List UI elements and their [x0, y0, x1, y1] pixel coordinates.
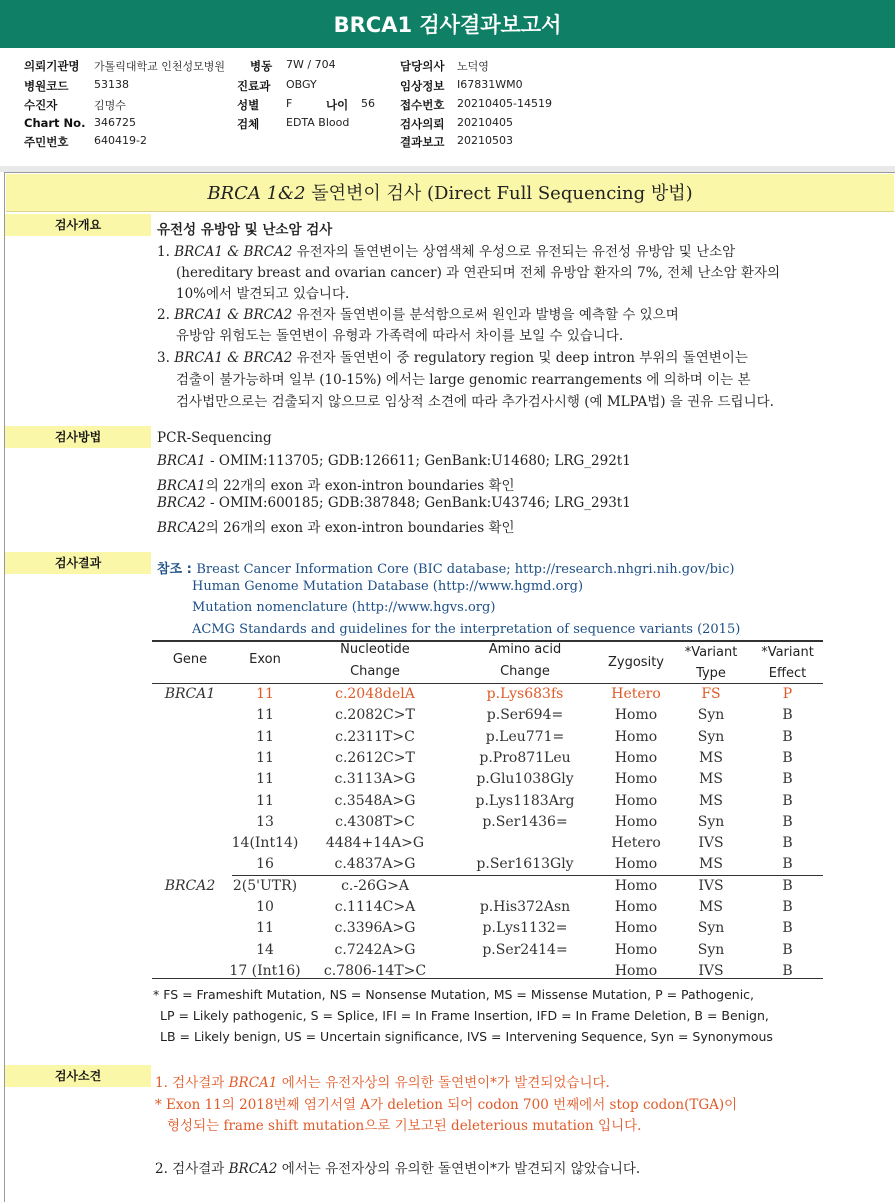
cell-exon: 11 — [256, 920, 274, 937]
cell-variant-type: IVS — [698, 877, 724, 894]
finding-brca2 — [155, 1157, 640, 1177]
cell-zygosity: Homo — [614, 962, 658, 979]
cell-zygosity: Hetero — [611, 686, 661, 702]
value-specimen: EDTA Blood — [286, 116, 350, 129]
method-line — [157, 495, 631, 511]
finding-detail-1: * Exon 11의 2018번째 염기서열 A가 deletion 되어 codon 700 번째에서 stop codon(TGA)이 — [155, 1097, 738, 1113]
cell-amino-acid: p.His372Asn — [479, 899, 571, 915]
value-ward: 7W / 704 — [286, 58, 336, 71]
cell-exon: 13 — [256, 813, 274, 830]
cell-variant-effect: B — [782, 813, 793, 830]
cell-gene: BRCA2 — [164, 877, 216, 894]
method-text: - OMIM:600185; GDB:387848; GenBank:U43746; LRG_293t1 — [205, 495, 631, 511]
cell-amino-acid: p.Ser1436= — [482, 813, 568, 830]
cell-variant-type: Syn — [697, 707, 725, 724]
cell-nucleotide: c.7806-14T>C — [323, 962, 427, 979]
cell-variant-type: MS — [699, 792, 723, 809]
cell-zygosity: Homo — [614, 856, 658, 873]
label-clinical-info: 임상정보 — [400, 79, 445, 93]
overview-line-gene: BRCA1 & BRCA2 — [174, 244, 293, 260]
cell-nucleotide: c.7242A>G — [334, 941, 416, 958]
value-hospital-code: 53138 — [94, 78, 129, 91]
label-ward: 병동 — [250, 59, 273, 73]
header-nucleotide: Nucleotide — [340, 642, 410, 657]
cell-amino-acid: p.Lys1183Arg — [475, 792, 575, 809]
cell-exon: 11 — [256, 686, 274, 702]
value-report-date: 20210503 — [457, 134, 513, 147]
cell-variant-effect: P — [782, 686, 793, 702]
header-nucleotide-change: Change — [350, 664, 400, 679]
overview-line-text: 유전자 돌연변이 중 regulatory region 및 deep intron 부위의 돌연변이는 — [292, 350, 748, 366]
cell-zygosity: Homo — [614, 728, 658, 745]
patient-info-panel — [0, 48, 895, 166]
cell-variant-type: Syn — [697, 813, 725, 830]
method-heading: PCR-Sequencing — [157, 430, 272, 446]
finding-brca1 — [155, 1071, 610, 1091]
cell-variant-type: Syn — [697, 941, 725, 958]
cell-exon: 17 (Int16) — [229, 962, 301, 979]
overview-line-gene: BRCA1 & BRCA2 — [174, 350, 293, 366]
label-age: 나이 — [326, 98, 349, 112]
value-accession-no: 20210405-14519 — [457, 97, 552, 110]
overview-line: (hereditary breast and ovarian cancer) 과 연관되며 전체 유방암 환자의 7%, 전체 난소암 환자의 — [176, 265, 781, 281]
value-patient-name: 김명수 — [94, 99, 126, 112]
cell-nucleotide: 4484+14A>G — [325, 835, 425, 852]
finding-brca2-text: 에서는 유전자상의 유의한 돌연변이*가 발견되지 않았습니다. — [277, 1161, 641, 1177]
reference-hgmd: Human Genome Mutation Database (http://www.hgmd.org) — [192, 579, 584, 594]
label-hospital-code: 병원코드 — [24, 79, 69, 93]
label-sex: 성별 — [237, 98, 260, 112]
label-doctor: 담당의사 — [400, 59, 445, 73]
cell-exon: 14 — [256, 941, 274, 958]
cell-exon: 16 — [256, 856, 274, 873]
method-gene: BRCA1 — [157, 453, 206, 469]
banner-rest-text: 돌연변이 검사 (Direct Full Sequencing 방법) — [305, 183, 693, 204]
value-age: 56 — [361, 97, 375, 110]
cell-zygosity: Homo — [614, 899, 658, 915]
cell-variant-effect: B — [782, 856, 793, 873]
cell-amino-acid: p.Lys1132= — [482, 920, 568, 937]
section-label-results: 검사결과 — [5, 552, 151, 574]
overview-line: 검출이 불가능하며 일부 (10-15%) 에서는 large genomic rearrangements 에 의하며 이는 본 — [176, 372, 751, 388]
cell-exon: 2(5'UTR) — [232, 877, 298, 894]
cell-nucleotide: c.4308T>C — [335, 813, 415, 830]
reference-bic: Breast Cancer Information Core (BIC database; http://research.nhgri.nih.gov/bic) — [196, 562, 735, 577]
header-variant-effect-2: Effect — [768, 666, 807, 681]
test-title-banner — [6, 174, 894, 212]
cell-variant-effect: B — [782, 899, 793, 915]
table-gene-divider — [232, 875, 823, 876]
reference-line — [157, 558, 734, 577]
overview-line — [157, 346, 748, 366]
section-label-findings: 검사소견 — [5, 1065, 151, 1087]
cell-exon: 11 — [256, 771, 274, 788]
cell-zygosity: Homo — [614, 941, 658, 958]
method-line — [157, 516, 515, 536]
header-variant-effect: *Variant — [761, 645, 814, 660]
cell-nucleotide: c.-26G>A — [341, 877, 409, 894]
label-accession-no: 접수번호 — [400, 98, 445, 112]
cell-variant-effect: B — [782, 792, 793, 809]
cell-gene: BRCA1 — [164, 686, 216, 702]
cell-variant-effect: B — [782, 771, 793, 788]
cell-zygosity: Homo — [614, 792, 658, 809]
method-line — [157, 453, 631, 469]
footnote-line: * FS = Frameshift Mutation, NS = Nonsense Mutation, MS = Missense Mutation, P = Pathogenic, — [153, 987, 755, 1002]
reference-acmg: ACMG Standards and guidelines for the interpretation of sequence variants (2015) — [192, 622, 741, 637]
value-department: OBGY — [286, 78, 317, 91]
cell-exon: 11 — [256, 728, 274, 745]
finding-brca2-prefix: 2. 검사결과 — [155, 1161, 229, 1177]
report-title: BRCA1 검사결과보고서 — [0, 0, 895, 48]
overview-line — [157, 240, 735, 260]
table-header-rule — [152, 683, 823, 684]
finding-brca1-prefix: 1. 검사결과 — [155, 1075, 229, 1091]
cell-variant-effect: B — [782, 920, 793, 937]
cell-amino-acid: p.Ser694= — [486, 707, 564, 724]
header-gene: Gene — [172, 652, 208, 667]
cell-nucleotide: c.4837A>G — [334, 856, 416, 873]
cell-variant-type: MS — [699, 899, 723, 915]
overview-line: 10%에서 발견되고 있습니다. — [176, 286, 350, 302]
label-patient-name: 수진자 — [24, 98, 58, 112]
cell-zygosity: Homo — [614, 749, 658, 766]
cell-exon: 11 — [256, 707, 274, 724]
overview-line-text: 유전자 돌연변이를 분석함으로써 원인과 발병을 예측할 수 있으며 — [292, 307, 679, 323]
cell-nucleotide: c.1114C>A — [334, 899, 416, 915]
overview-line — [157, 303, 679, 323]
finding-detail-2: 형성되는 frame shift mutation으로 기보고된 deleterious mutation 입니다. — [167, 1118, 642, 1134]
method-line — [157, 474, 515, 494]
footnote-line: LB = Likely benign, US = Uncertain significance, IVS = Intervening Sequence, Syn = Synonymous — [160, 1029, 773, 1044]
value-institution: 가톨릭대학교 인천성모병원 — [94, 60, 226, 73]
cell-exon: 11 — [256, 792, 274, 809]
header-amino-change: Change — [500, 664, 550, 679]
overview-line: 검사법만으로는 검출되지 않으므로 임상적 소견에 따라 추가검사시행 (예 MLPA법) 을 권유 드립니다. — [176, 394, 774, 410]
cell-variant-type: Syn — [697, 728, 725, 745]
method-text: - OMIM:113705; GDB:126611; GenBank:U14680; LRG_292t1 — [205, 453, 631, 469]
cell-nucleotide: c.2612C>T — [335, 749, 415, 766]
cell-nucleotide: c.2048delA — [335, 686, 415, 702]
method-gene: BRCA2 — [157, 520, 206, 536]
cell-zygosity: Homo — [614, 771, 658, 788]
cell-amino-acid: p.Ser2414= — [482, 941, 568, 958]
cell-amino-acid: p.Lys683fs — [486, 686, 564, 702]
cell-variant-effect: B — [782, 835, 793, 852]
finding-brca1-gene: BRCA1 — [228, 1075, 278, 1091]
value-chart-no: 346725 — [94, 116, 136, 129]
cell-amino-acid: p.Pro871Leu — [479, 749, 571, 766]
cell-zygosity: Homo — [614, 707, 658, 724]
label-request-date: 검사의뢰 — [400, 117, 445, 131]
cell-exon: 10 — [256, 899, 274, 915]
cell-variant-type: IVS — [698, 835, 724, 852]
finding-brca1-text: 에서는 유전자상의 유의한 돌연변이*가 발견되었습니다. — [277, 1075, 610, 1091]
method-text: 의 26개의 exon 과 exon-intron boundaries 확인 — [205, 520, 515, 536]
overview-line-gene: BRCA1 & BRCA2 — [174, 307, 293, 323]
cell-nucleotide: c.2082C>T — [335, 707, 415, 724]
label-specimen: 검체 — [237, 117, 260, 131]
reference-prefix: 참조 : — [157, 562, 197, 577]
cell-zygosity: Hetero — [611, 835, 661, 852]
label-chart-no: Chart No. — [24, 116, 86, 130]
finding-brca2-gene: BRCA2 — [228, 1161, 278, 1177]
section-label-method: 검사방법 — [5, 426, 151, 448]
label-institution: 의뢰기관명 — [24, 59, 80, 73]
label-department: 진료과 — [237, 79, 271, 93]
overview-heading: 유전성 유방암 및 난소암 검사 — [157, 222, 333, 238]
cell-variant-effect: B — [782, 877, 793, 894]
cell-amino-acid: p.Glu1038Gly — [476, 771, 574, 788]
header-variant-type-2: Type — [696, 666, 726, 681]
header-exon: Exon — [249, 652, 281, 667]
cell-zygosity: Homo — [614, 920, 658, 937]
cell-variant-type: MS — [699, 856, 723, 873]
header-amino-acid: Amino acid — [488, 642, 562, 657]
overview-line-number: 1. — [157, 244, 170, 260]
cell-variant-type: IVS — [698, 962, 724, 979]
header-zygosity: Zygosity — [608, 655, 664, 670]
value-resident-no: 640419-2 — [94, 134, 147, 147]
cell-zygosity: Homo — [614, 813, 658, 830]
overview-line-number: 2. — [157, 307, 170, 323]
cell-variant-effect: B — [782, 728, 793, 745]
cell-nucleotide: c.2311T>C — [335, 728, 415, 745]
value-doctor: 노덕영 — [457, 60, 489, 73]
footnote-line: LP = Likely pathogenic, S = Splice, IFI = In Frame Insertion, IFD = In Frame Deletion, B = Benign, — [160, 1008, 769, 1023]
banner-gene-text: BRCA 1&2 — [207, 183, 306, 204]
overview-line: 유방암 위험도는 돌연변이 유형과 가족력에 따라서 차이를 보일 수 있습니다. — [176, 328, 624, 344]
method-text: 의 22개의 exon 과 exon-intron boundaries 확인 — [205, 478, 515, 494]
header-variant-type: *Variant — [684, 645, 738, 660]
method-gene: BRCA2 — [157, 495, 206, 511]
value-sex: F — [286, 97, 293, 110]
cell-nucleotide: c.3113A>G — [334, 771, 416, 788]
cell-variant-type: MS — [699, 771, 723, 788]
cell-variant-type: FS — [701, 686, 721, 702]
label-report-date: 결과보고 — [400, 135, 445, 149]
cell-amino-acid: p.Leu771= — [485, 728, 565, 745]
cell-variant-effect: B — [782, 707, 793, 724]
cell-variant-type: Syn — [697, 920, 725, 937]
cell-variant-effect: B — [782, 941, 793, 958]
label-resident-no: 주민번호 — [24, 135, 69, 149]
cell-nucleotide: c.3396A>G — [334, 920, 416, 937]
cell-variant-effect: B — [782, 749, 793, 766]
value-clinical-info: I67831WM0 — [457, 78, 523, 91]
method-gene: BRCA1 — [157, 478, 206, 494]
overview-line-number: 3. — [157, 350, 170, 366]
cell-variant-type: MS — [699, 749, 723, 766]
cell-zygosity: Homo — [614, 877, 658, 894]
cell-exon: 14(Int14) — [231, 835, 299, 852]
cell-nucleotide: c.3548A>G — [334, 792, 416, 809]
overview-line-text: 유전자의 돌연변이는 상염색체 우성으로 유전되는 유전성 유방암 및 난소암 — [292, 244, 736, 260]
cell-exon: 11 — [256, 749, 274, 766]
cell-variant-effect: B — [782, 962, 793, 979]
value-request-date: 20210405 — [457, 116, 513, 129]
cell-amino-acid: p.Ser1613Gly — [476, 856, 574, 873]
reference-hgvs: Mutation nomenclature (http://www.hgvs.org) — [192, 600, 496, 615]
section-label-overview: 검사개요 — [5, 214, 151, 236]
